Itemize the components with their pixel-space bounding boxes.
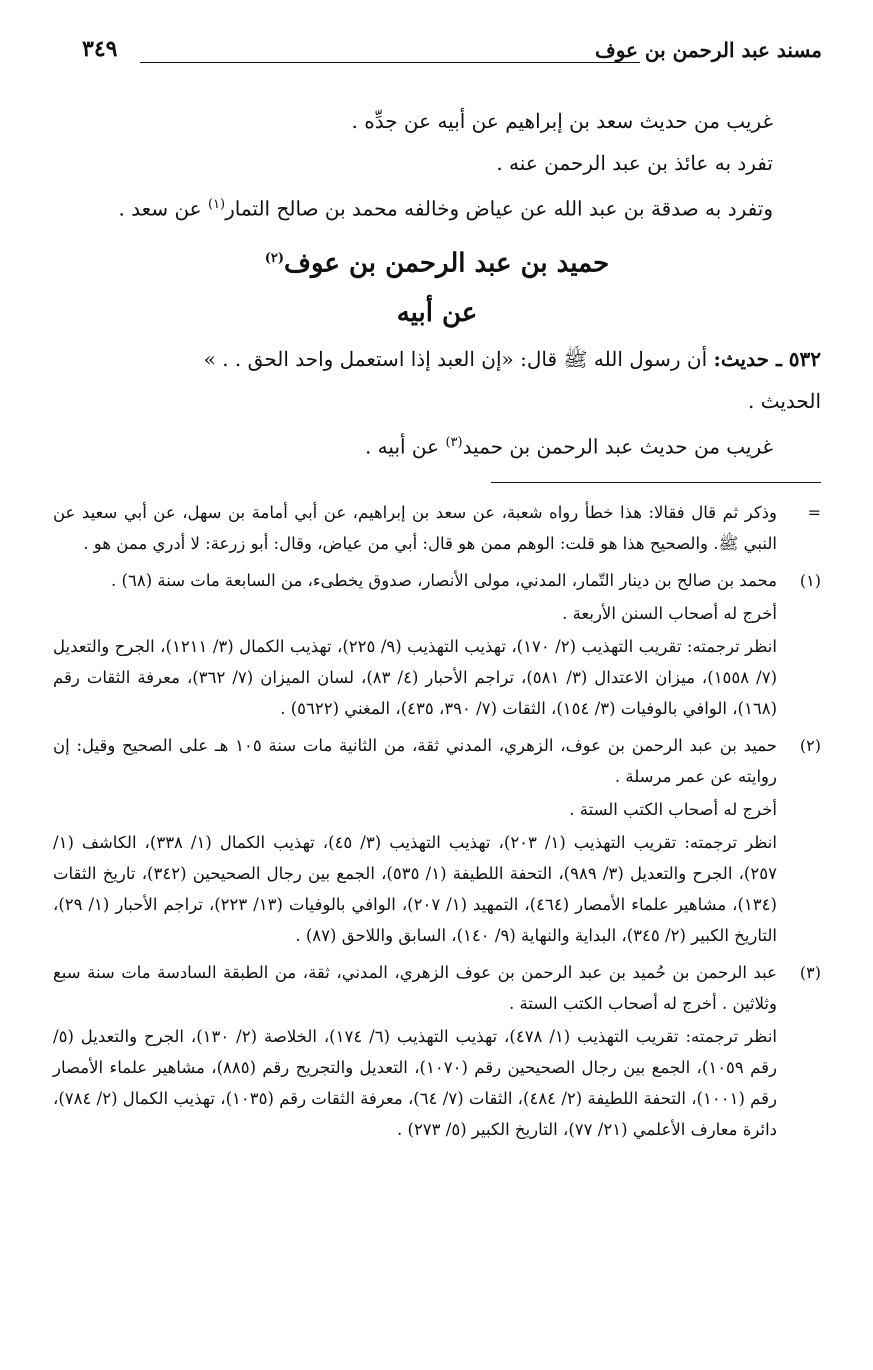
- chapter-title: حميد بن عبد الرحمن بن عوف: [284, 248, 610, 279]
- text-line: تفرد به عائذ بن عبد الرحمن عنه .: [496, 151, 773, 175]
- footnote-paragraph: حميد بن عبد الرحمن بن عوف، الزهري، المدني ثقة، من الثانية مات سنة ١٠٥ هـ على الصحيح وقيل: إن روايته عن عمر مرسلة .: [53, 736, 777, 786]
- footnote-paragraph: انظر ترجمته: تقريب التهذيب (٢/ ١٧٠)، تهذيب التهذيب (٩/ ٢٢٥)، تهذيب الكمال (٣/ ١٢١١)، الجرح والتعديل (٧/ ١٥٥٨)، ميزان الاعتدال (٣/ ٥٨١)، تراجم الأحبار (٤/ ٨٣)، لسان الميزان (٧/ ٣٦٢)، معرفة الثقات رقم (١٦٨)، الوافي بالوفيات (٣/ ١٥٤)، الثقات (٧/ ٣٩٠، ٤٣٥)، المغني (٥٦٢٢) .: [53, 637, 778, 718]
- footnote-3: [53, 957, 821, 1145]
- footnote-reference: (٣): [445, 435, 463, 451]
- page-number: ٣٤٩: [82, 36, 118, 62]
- chapter-heading: [53, 234, 821, 289]
- footnote-mark: (٢): [799, 736, 821, 755]
- footnote-continued: [53, 497, 821, 559]
- text-line: [53, 184, 821, 230]
- footnote-reference: (١): [207, 197, 226, 212]
- footnote-1: [53, 565, 821, 724]
- text-segment: عن أبيه .: [364, 434, 440, 459]
- main-text: [53, 100, 821, 468]
- footnotes: [53, 497, 821, 1151]
- footnote-paragraph: محمد بن صالح بن دينار التّمار، المدني، مولى الأنصار، صدوق يخطىء، من السابعة مات سنة (٦٨) .: [111, 571, 777, 590]
- footnote-reference: (٢): [264, 250, 285, 266]
- footnote-paragraph: عبد الرحمن بن حُميد بن عبد الرحمن بن عوف الزهري، المدني، ثقة، من الطبقة السادسة مات سنة سبع وثلاثين . أخرج له أصحاب الكتب الستة .: [53, 963, 777, 1013]
- footnote-mark: (٣): [799, 963, 821, 982]
- text-line: [53, 422, 821, 468]
- hadith-text: أن رسول الله ﷺ قال: «إن العبد إذا استعمل واحد الحق . . »: [203, 347, 708, 372]
- text-segment: عن سعد .: [118, 196, 202, 221]
- hadith-number: ٥٣٢ ـ حديث:: [713, 347, 821, 372]
- text-segment: غريب من حديث عبد الرحمن بن حميد: [462, 434, 773, 459]
- running-title: مسند عبد الرحمن بن عوف: [594, 38, 822, 62]
- hadith-tail: الحديث .: [748, 389, 821, 414]
- footnote-paragraph: وذكر ثم قال فقالا: هذا خطأ رواه شعبة، عن سعد بن إبراهيم، عن أبي أمامة بن سهل، عن أبي سعيد عن النبي ﷺ. والصحيح هذا هو قلت: الوهم ممن هو قال: أبي من عياض، وقال: أبو زرعة: لا أدري ممن هو .: [53, 503, 777, 553]
- footnote-paragraph: انظر ترجمته: تقريب التهذيب (١/ ٤٧٨)، تهذيب التهذيب (٦/ ١٧٤)، الخلاصة (٢/ ١٣٠)، الجرح والتعديل (٥/رقم ١٠٥٩)، الجمع بين رجال الصحيحين رقم (١٠٧٠)، التعديل والتجريح رقم (٨٨٥)، مشاهير علماء الأمصار رقم (١٠٠١)، التحفة اللطيفة (٢/ ٤٨٤)، الثقات (٧/ ٦٤)، معرفة الثقات رقم (١٠٣٥)، تهذيب الكمال (٢/ ٧٨٤)، دائرة معارف الأعلمي (٢١/ ٧٧)، التاريخ الكبير (٥/ ٢٧٣) .: [53, 1027, 777, 1139]
- footnote-paragraph: أخرج له أصحاب السنن الأربعة .: [562, 604, 777, 623]
- footnote-separator: [491, 482, 821, 483]
- chapter-subheading: عن أبيه: [396, 298, 478, 329]
- hadith-line: [53, 338, 821, 380]
- running-header: [82, 34, 822, 74]
- text-segment: وتفرد به صدقة بن عبد الله عن عياض وخالفه محمد بن صالح التمار: [225, 196, 773, 221]
- footnote-paragraph: انظر ترجمته: تقريب التهذيب (١/ ٢٠٣)، تهذيب التهذيب (٣/ ٤٥)، تهذيب الكمال (١/ ٣٣٨)، الكاشف (١/ ٢٥٧)، الجرح والتعديل (٣/ ٩٨٩)، التحفة اللطيفة (١/ ٥٣٥)، الجمع بين رجال الصحيحين (٣٤٢)، تاريخ الثقات (١٣٤)، مشاهير علماء الأمصار (٤٦٤)، التمهيد (١/ ٢٠٧)، الوافي بالوفيات (١٣/ ٢٢٣)، تراجم الأحبار (١/ ٢٩)، التاريخ الكبير (٢/ ٣٤٥)، البداية والنهاية (٩/ ١٤٠)، السابق واللاحق (٨٧) .: [53, 833, 777, 945]
- header-rule: [140, 62, 640, 63]
- footnote-paragraph: أخرج له أصحاب الكتب الستة .: [569, 800, 777, 819]
- footnote-mark: (١): [799, 571, 821, 590]
- footnote-2: [53, 730, 821, 951]
- footnote-mark: =: [807, 503, 821, 522]
- text-line: غريب من حديث سعد بن إبراهيم عن أبيه عن جدِّه .: [351, 109, 773, 133]
